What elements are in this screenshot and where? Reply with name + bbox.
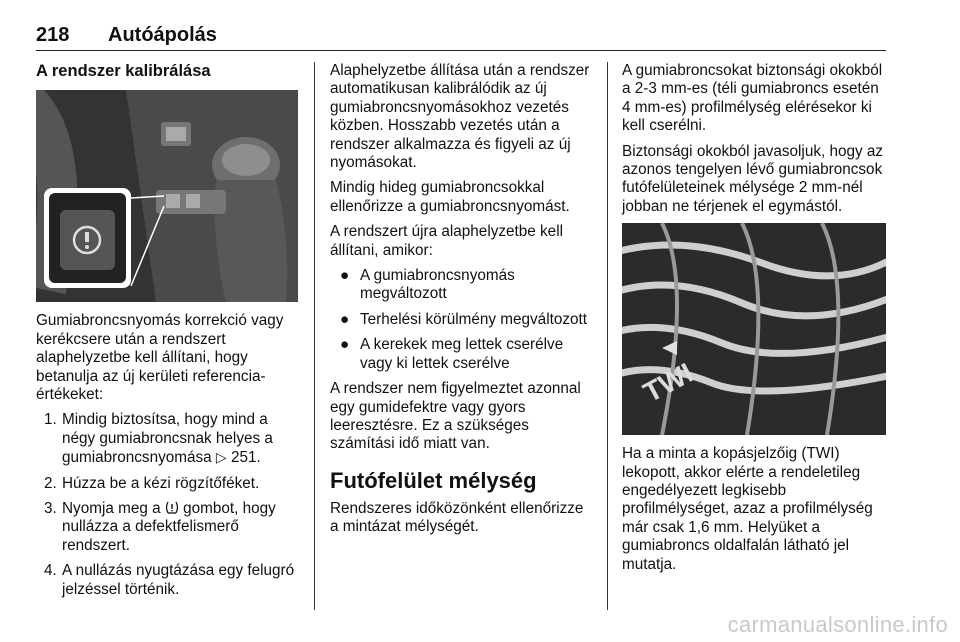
tpms-button-photo: [36, 90, 298, 302]
paragraph: A gumiabroncsokat biztonsági okokból a 2-3 mm-es (téli gumiabroncs esetén 4 mm-es) profilmélység elérésekor ki kell cserélni.: [622, 62, 883, 135]
step-item: 4. A nullázás nyugtázása egy felugró jelzéssel történik.: [44, 562, 295, 598]
paragraph: A rendszert újra alaphelyzetbe kell állítani, amikor:: [330, 223, 563, 259]
paragraph: Rendszeres időközönként ellenőrizze a mintázat mélységét.: [330, 499, 584, 536]
page-reference-triangle-icon: ▷: [215, 449, 227, 466]
list-item: ● A gumiabroncsnyomás megváltozott: [340, 267, 515, 303]
paragraph: Mindig hideg gumiabroncsokkal ellenőrizze a gumiabroncsnyomást.: [330, 179, 570, 215]
paragraph: A rendszer nem figyelmeztet azonnal egy gumidefektre vagy gyors leeresztésre. Ez a szükséges számítási idő miatt van.: [330, 380, 581, 453]
step-item: 3. Nyomja meg a gombot, hogy nullázza a defektfelismerő rendszert.: [44, 500, 276, 554]
paragraph: Alaphelyzetbe állítása után a rendszer automatikusan kalibrálódik az új gumiabroncsnyomásokhoz vezetés közben. Hosszabb vezetés után a rendszer alkalmazza és figyeli az új nyomásokat.: [330, 62, 590, 172]
step-item: 2. Húzza be a kézi rögzítőféket.: [44, 474, 260, 492]
section-heading-tread-depth: Futófelület mélység: [330, 467, 537, 493]
list-item: ● A kerekek meg lettek cserélve vagy ki lettek cserélve: [340, 336, 564, 372]
step-item: 1. Mindig biztosítsa, hogy mind a négy gumiabroncsnak helyes a gumiabroncsnyomása ▷ 251.: [44, 411, 273, 467]
calibration-intro: Gumiabroncsnyomás korrekció vagy kerékcsere után a rendszert alaphelyzetbe kell állítani, hogy betanulja az új kerületi referencia-értékeket:: [36, 312, 284, 404]
calibration-steps: [36, 411, 300, 599]
column-1: [36, 62, 300, 606]
paragraph: Biztonsági okokból javasoljuk, hogy az azonos tengelyen lévő gumiabroncsok futófelületeinek mélysége 2 mm-nél jobban ne térjenek el egymástól.: [622, 142, 884, 215]
list-item: ● Terhelési körülmény megváltozott: [340, 310, 588, 328]
column-3: [622, 62, 890, 581]
column-divider: [314, 62, 315, 610]
column-divider: [607, 62, 608, 610]
twi-marking: TWI: [638, 357, 699, 409]
section-heading-calibration: A rendszer kalibrálása: [36, 62, 211, 80]
paragraph: Ha a minta a kopásjelzőig (TWI) lekopott, akkor elérte a rendeletileg engedélyezett legkisebb profilmélységet, azaz a profilmélység már csak 1,6 mm. Helyüket a gumiabroncs oldalfalán látható jel mutatja.: [622, 445, 873, 573]
site-watermark: carmanualsonline.info: [727, 612, 948, 637]
tpms-warning-icon: [165, 501, 179, 514]
tire-tread-photo: [622, 223, 886, 435]
page-number: 218: [36, 24, 70, 46]
column-2: [330, 62, 594, 544]
reset-conditions-list: [330, 267, 594, 373]
page-reference[interactable]: 251.: [230, 449, 261, 467]
chapter-title: Autóápolás: [108, 24, 217, 46]
page-header: [36, 22, 886, 51]
